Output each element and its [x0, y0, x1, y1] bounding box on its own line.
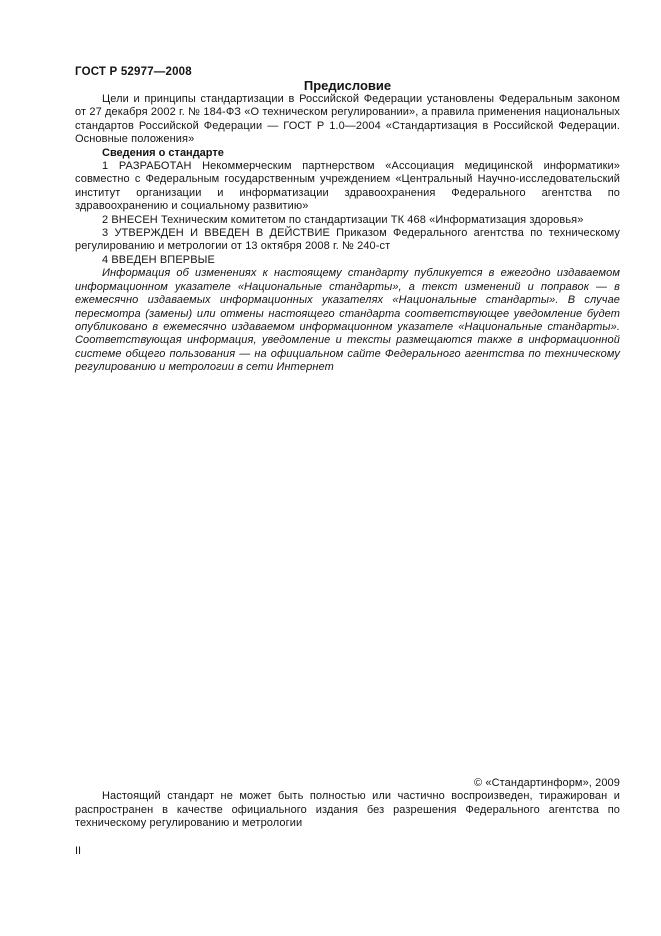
copyright-notice: © «Стандартинформ», 2009: [474, 777, 620, 789]
standard-info-item-first-introduced: 4 ВВЕДЕН ВПЕРВЫЕ: [102, 253, 215, 266]
reproduction-restriction-notice: Настоящий стандарт не может быть полностью или частично воспроизведен, тиражирован и распространен в качестве официального издания без разрешения Федерального агентства по техническому регулированию и метрологии: [75, 790, 620, 830]
standard-info-item-developed: 1 РАЗРАБОТАН Некоммерческим партнерством «Ассоциация медицинской информатики» совместно с Федеральным государственным учреждением «Центральный Научно-исследовательский институт организации и информатизации здравоохранения Федерального агентства по здравоохранению и социальному развитию»: [75, 160, 620, 213]
preface-title: Предисловие: [303, 78, 392, 93]
page-footer: [75, 777, 620, 831]
page-number: II: [75, 845, 82, 857]
standard-info-item-submitted: 2 ВНЕСЕН Техническим комитетом по стандартизации ТК 468 «Информатизация здоровья»: [102, 213, 584, 226]
standard-info-heading: Сведения о стандарте: [102, 146, 224, 159]
amendments-information-note: Информация об изменениях к настоящему стандарту публикуется в ежегодно издаваемом информационном указателе «Национальные стандарты», а текст изменений и поправок — в ежемесячно издаваемых информационных указателях «Национальные стандарты». В случае пересмотра (замены) или отмены настоящего стандарта соответствующее уведомление будет опубликовано в ежемесячно издаваемом информационном указателе «Национальные стандарты». Соответствующая информация, уведомление и тексты размещаются также в информационной системе общего пользования — на официальном сайте Федерального агентства по техническому регулированию и метрологии в сети Интернет: [75, 267, 620, 374]
standard-info-item-approved: 3 УТВЕРЖДЕН И ВВЕДЕН В ДЕЙСТВИЕ Приказом Федерального агентства по техническому регулированию и метрологии от 13 октября 2008 г. № 240-ст: [75, 227, 620, 253]
standard-code: ГОСТ Р 52977—2008: [75, 66, 192, 78]
page-content: [75, 66, 620, 375]
standardization-goals-paragraph: Цели и принципы стандартизации в Российской Федерации установлены Федеральным законом от 27 декабря 2002 г. № 184-ФЗ «О техническом регулировании», а правила применения национальных стандартов Российской Федерации — ГОСТ Р 1.0—2004 «Стандартизация в Российской Федерации. Основные положения»: [75, 93, 620, 146]
